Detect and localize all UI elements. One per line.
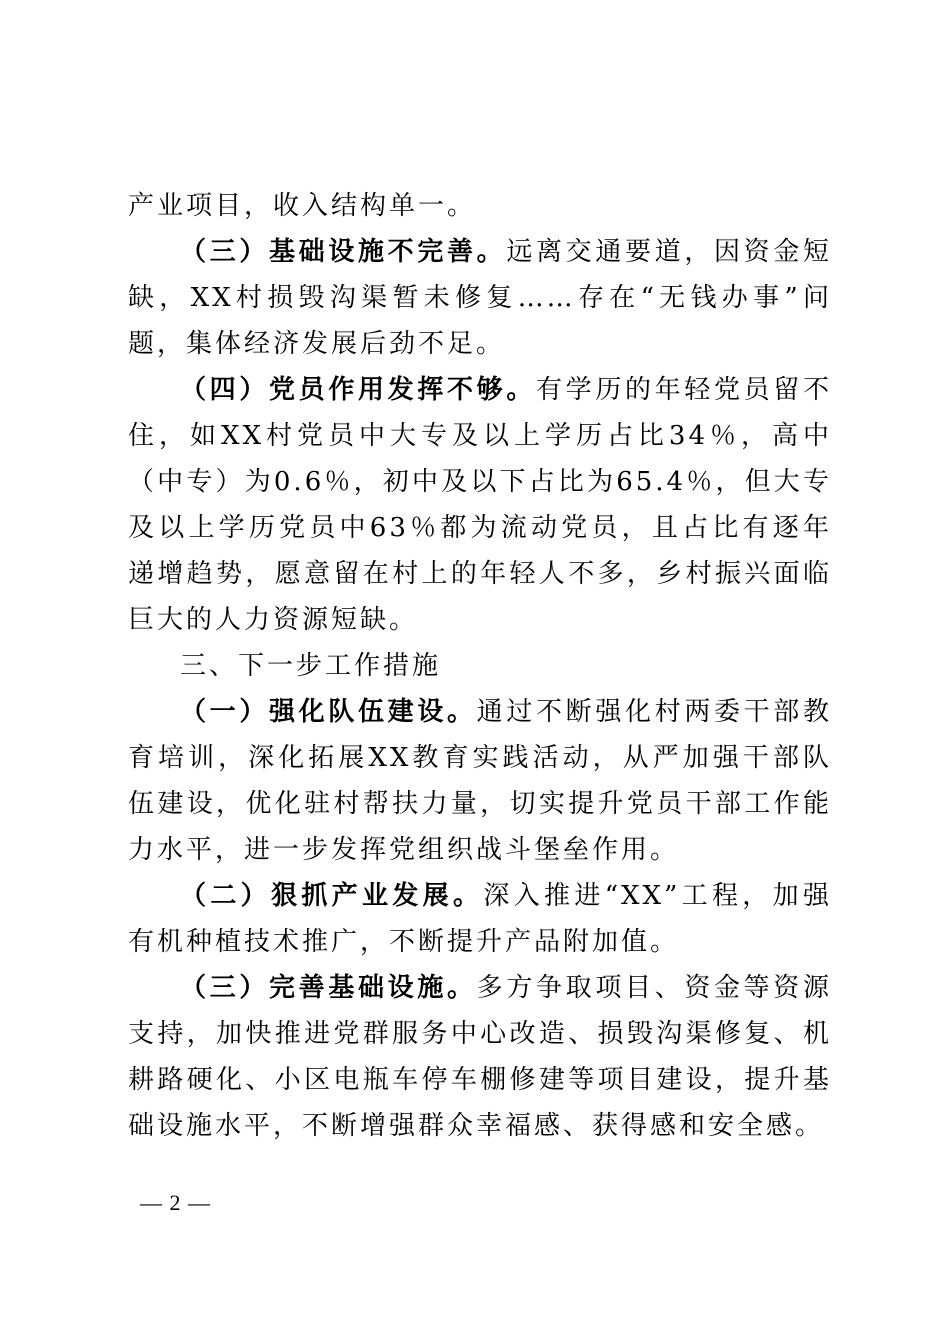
paragraph-lead: （四）党员作用发挥不够。: [180, 375, 536, 405]
paragraph-text: 有学历的年轻党员留不住，如XX村党员中大专及以上学历占比34％，高中（中专）为0.6％，初中及以下占比为65.4％，但大专及以上学历党员中63％都为流动党员，且占比有逐年递增趋势，愿意留在村上的年轻人不多，乡村振兴面临巨大的人力资源短缺。: [128, 375, 832, 635]
page-number: — 2 —: [140, 1190, 211, 1215]
section-heading: 三、下一步工作措施: [180, 651, 442, 681]
measure-lead: （三）完善基础设施。: [180, 973, 477, 1003]
paragraph-text: 产业项目，收入结构单一。: [128, 191, 477, 221]
measure-lead: （二）狠抓产业发展。: [180, 881, 484, 911]
paragraph-party-member-problem: [128, 367, 832, 643]
document-body: [128, 183, 832, 1149]
paragraph-lead: （三）基础设施不完善。: [180, 237, 507, 267]
measure-team-building: [128, 689, 832, 873]
measure-industry-development: [128, 873, 832, 965]
paragraph-text: 远离交通要道，因资金短缺，XX村损毁沟渠暂未修复……存在“无钱办事”问题，集体经济发展后劲不足。: [128, 237, 832, 359]
paragraph-infrastructure-problem: [128, 229, 832, 367]
measure-infrastructure: [128, 965, 832, 1149]
measure-text: 多方争取项目、资金等资源支持，加快推进党群服务中心改造、损毁沟渠修复、机耕路硬化、小区电瓶车停车棚修建等项目建设，提升基础设施水平，不断增强群众幸福感、获得感和安全感。: [128, 973, 832, 1141]
measure-text: 通过不断强化村两委干部教育培训，深化拓展XX教育实践活动，从严加强干部队伍建设，优化驻村帮扶力量，切实提升党员干部工作能力水平，进一步发挥党组织战斗堡垒作用。: [128, 697, 832, 865]
measure-lead: （一）强化队伍建设。: [180, 697, 477, 727]
measure-text: 深入推进“XX”工程，加强有机种植技术推广，不断提升产品附加值。: [128, 881, 832, 957]
paragraph-continuation: [128, 183, 832, 229]
